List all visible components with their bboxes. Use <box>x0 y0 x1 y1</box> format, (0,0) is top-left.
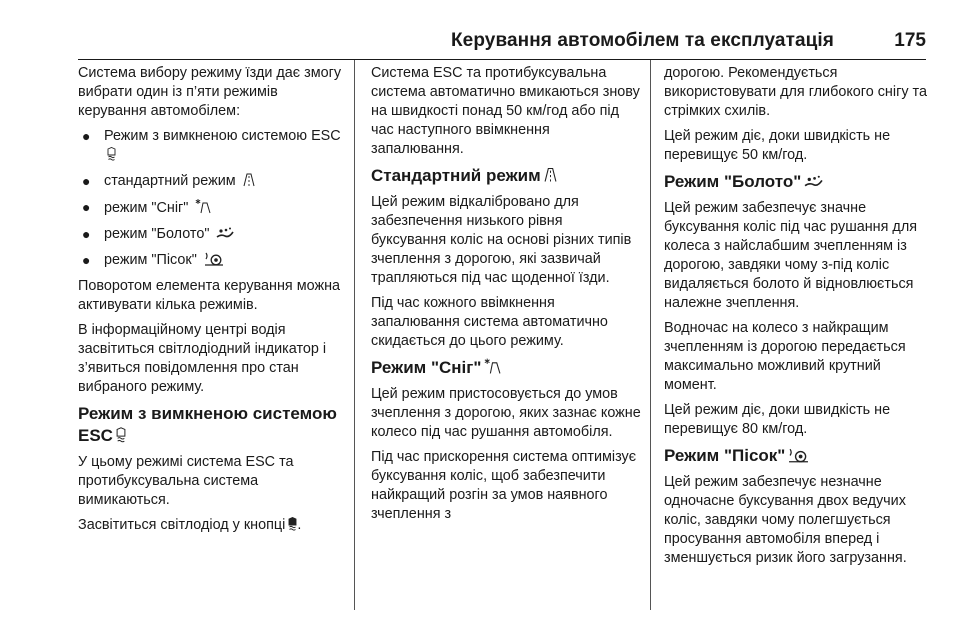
bullet: ● <box>82 252 91 268</box>
list-item <box>78 225 350 244</box>
page-number: 175 <box>894 30 926 51</box>
paragraph-text: Засвітиться світлодіод у кнопці <box>78 517 286 533</box>
section-title: Керування автомобілем та експлуатація <box>450 30 834 51</box>
column-3 <box>664 64 928 574</box>
column-1 <box>78 64 350 541</box>
paragraph: Система ESC та протибуксувальна система автоматично вмикаються знову на швидкості понад 50 км/год або під час наступного ввімкнення запалювання. <box>371 65 640 157</box>
paragraph: Цей режим пристосовується до умов зчеплення з дорогою, яких зазнає кожне колесо під час рушання автомобіля. <box>371 386 641 440</box>
paragraph: дорогою. Рекомендується використовувати для глибокого снігу та стрімких схилів. <box>664 65 927 119</box>
column-2 <box>371 64 641 530</box>
paragraph: Водночас на колесо з найкращим зчепленням із дорогою передається максимально можливий крутний момент. <box>664 320 906 393</box>
column-divider <box>354 60 355 610</box>
heading-text: Режим з вимкненою системою ESC <box>78 404 337 445</box>
esc-off-icon <box>116 427 126 443</box>
mode-label: режим "Сніг" <box>104 200 189 216</box>
heading-standard <box>371 165 641 187</box>
paragraph: Цей режим діє, доки швидкість не перевищує 80 км/год. <box>664 402 891 437</box>
paragraph: Цей режим відкалібровано для забезпечення низького рівня буксування коліс на основі різних типів зчеплення з дорогою, які зазвичай трапляються під час щоденної їзди. <box>371 194 632 286</box>
paragraph: Цей режим забезпечує значне буксування коліс під час рушання для колеса з найслабшим зчепленням із дорогою, завдяки чому з-під коліс видаляється болото й відновлюється належне зчеплення. <box>664 200 918 311</box>
heading-sand <box>664 445 928 467</box>
intro-paragraph: Система вибору режиму їзди дає змогу вибрати один із п’яти режимів керування автомобілем: <box>78 65 342 119</box>
heading-text: Режим "Болото" <box>664 172 802 191</box>
bullet: ● <box>82 173 91 189</box>
mud-icon <box>804 174 823 189</box>
mode-label: Режим з вимкненою системою ESC <box>104 128 341 144</box>
mode-label: режим "Пісок" <box>104 252 197 268</box>
heading-snow <box>371 357 641 379</box>
paragraph: Цей режим діє, доки швидкість не перевищує 50 км/год. <box>664 128 891 163</box>
heading-text: Стандартний режим <box>371 166 541 185</box>
heading-text: Режим "Пісок" <box>664 446 786 465</box>
road-icon <box>544 167 557 183</box>
paragraph: Поворотом елемента керування можна активувати кілька режимів. <box>78 278 341 313</box>
paragraph: Під час прискорення система оптимізує буксування коліс, щоб забезпечити найкращий розгін за умов наявного зчеплення з <box>371 449 637 522</box>
heading-esc-off <box>78 403 350 447</box>
road-icon <box>243 173 255 187</box>
header-rule <box>78 59 926 60</box>
page-header <box>78 24 926 54</box>
paragraph: Цей режим забезпечує незначне одночасне буксування двох ведучих коліс, завдяки чому полегшується просування автомобіля вперед і зменшується ризик його загрузання. <box>664 474 907 566</box>
heading-text: Режим "Сніг" <box>371 358 482 377</box>
esc-button-icon <box>288 517 297 531</box>
heading-mud <box>664 171 928 193</box>
paragraph: У цьому режимі система ESC та протибуксувальна система вимикаються. <box>78 454 294 508</box>
snow-icon <box>195 198 211 214</box>
sand-icon <box>204 252 224 266</box>
mode-label: стандартний режим <box>104 173 236 189</box>
esc-off-icon <box>107 147 116 161</box>
paragraph: В інформаційному центрі водія засвітиться світлодіодний індикатор і з’явиться повідомлення про стан вибраного режиму. <box>78 322 327 395</box>
bullet: ● <box>82 226 91 242</box>
paragraph: Під час кожного ввімкнення запалювання система автоматично скидається до цього режиму. <box>371 295 608 349</box>
sand-icon <box>788 448 809 463</box>
list-item <box>78 251 350 270</box>
mode-label: режим "Болото" <box>104 226 210 242</box>
column-divider <box>650 60 651 610</box>
bullet: ● <box>82 199 91 215</box>
paragraph: Засвітиться світлодіод у кнопці . <box>78 517 302 533</box>
snow-icon <box>484 357 501 375</box>
list-item <box>78 127 350 165</box>
mode-list <box>78 127 350 270</box>
bullet: ● <box>82 128 91 144</box>
list-item <box>78 198 350 218</box>
mud-icon <box>216 226 234 240</box>
list-item <box>78 172 350 191</box>
